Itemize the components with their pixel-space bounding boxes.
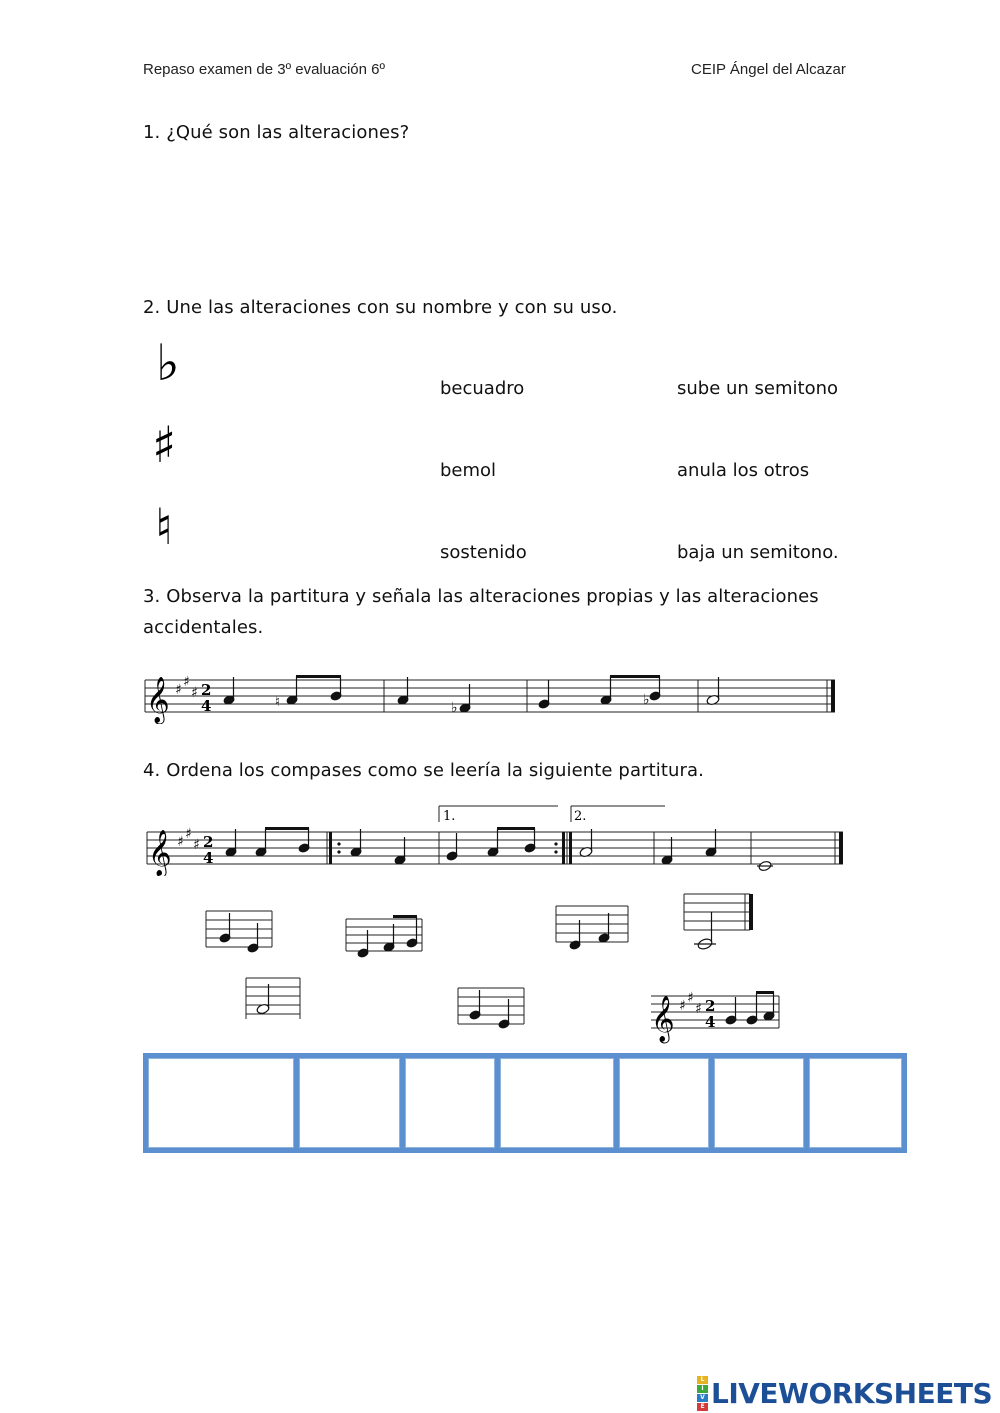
treble-clef-icon: 𝄞 [148, 830, 172, 876]
flat-accidental-icon: ♭ [643, 692, 650, 708]
measure-fragment-2[interactable] [344, 910, 426, 960]
question-3-line-2: accidentales. [143, 617, 264, 638]
flat-symbol-icon: ♭ [156, 334, 180, 392]
time-signature-bottom: 4 [201, 697, 212, 715]
treble-clef-icon: 𝄞 [146, 677, 170, 723]
name-option-1[interactable]: becuadro [440, 378, 525, 399]
logo-badge-icon: L I V E [697, 1376, 708, 1411]
measure-fragment-3[interactable] [554, 902, 632, 952]
question-1: 1. ¿Qué son las alteraciones? [143, 122, 410, 143]
time-signature-top: 2 [203, 833, 214, 851]
name-option-3[interactable]: sostenido [440, 542, 527, 563]
natural-accidental-icon: ♮ [275, 694, 281, 710]
measure-fragment-5[interactable] [243, 972, 305, 1022]
answer-cell-3[interactable] [405, 1058, 495, 1148]
answer-cell-6[interactable] [714, 1058, 804, 1148]
ending-2-label: 2. [574, 809, 587, 824]
key-sharp-icon: ♯ [193, 837, 200, 853]
key-sharp-icon: ♯ [175, 682, 182, 698]
name-option-2[interactable]: bemol [440, 460, 497, 481]
key-sharp-icon: ♯ [185, 826, 192, 842]
measure-fragment-1[interactable] [204, 907, 276, 955]
measure-fragment-6[interactable] [456, 984, 528, 1032]
key-sharp-icon: ♯ [183, 674, 190, 690]
key-sharp-icon: ♯ [191, 685, 198, 701]
ending-1-label: 1. [443, 809, 456, 824]
use-option-1[interactable]: sube un semitono [677, 378, 839, 399]
answer-cell-4[interactable] [500, 1058, 614, 1148]
header-right: CEIP Ángel del Alcazar [691, 61, 846, 78]
time-signature-bottom: 4 [203, 849, 214, 867]
score-question-4 [143, 798, 853, 876]
question-3-line-1: 3. Observa la partitura y señala las alteraciones propias y las alteraciones [143, 586, 819, 607]
flat-accidental-icon: ♭ [451, 700, 458, 716]
key-sharp-icon: ♯ [695, 1001, 702, 1017]
measure-fragment-7[interactable] [647, 976, 783, 1048]
use-option-2[interactable]: anula los otros [677, 460, 810, 481]
measure-fragment-4[interactable] [682, 890, 756, 952]
header-left: Repaso examen de 3º evaluación 6º [143, 61, 385, 78]
key-sharp-icon: ♯ [687, 990, 694, 1006]
time-signature-top: 2 [705, 997, 716, 1015]
natural-symbol-icon: ♮ [155, 498, 173, 556]
time-signature-top: 2 [201, 681, 212, 699]
logo-text: LIVEWORKSHEETS [711, 1376, 993, 1410]
key-sharp-icon: ♯ [679, 998, 686, 1014]
answer-cell-1[interactable] [148, 1058, 294, 1148]
question-4: 4. Ordena los compases como se leería la siguiente partitura. [143, 760, 704, 781]
use-option-3[interactable]: baja un semitono. [677, 542, 839, 563]
answer-cell-7[interactable] [809, 1058, 902, 1148]
treble-clef-icon: 𝄞 [651, 996, 675, 1042]
question-2: 2. Une las alteraciones con su nombre y con su uso. [143, 297, 618, 318]
key-sharp-icon: ♯ [177, 834, 184, 850]
sharp-symbol-icon: ♯ [152, 416, 177, 474]
answer-cell-2[interactable] [299, 1058, 400, 1148]
score-question-3 [143, 662, 843, 724]
liveworksheets-logo [697, 1375, 993, 1410]
answer-cell-5[interactable] [619, 1058, 709, 1148]
answer-grid [143, 1053, 907, 1153]
time-signature-bottom: 4 [705, 1013, 716, 1031]
